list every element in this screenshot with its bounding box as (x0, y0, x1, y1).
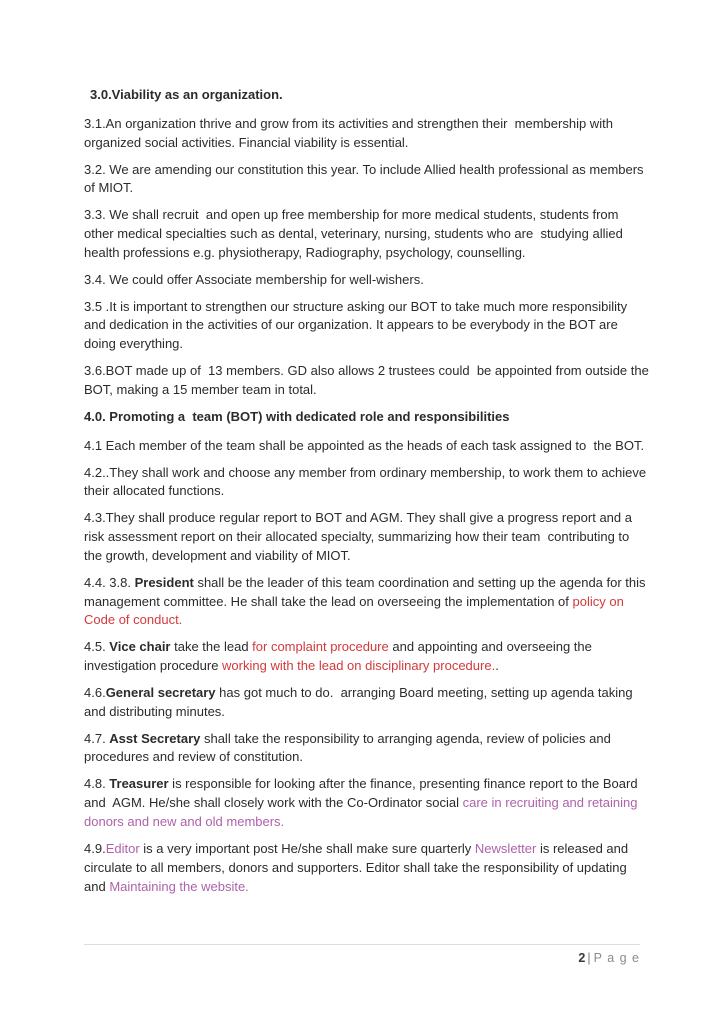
text-segment: 3.1.An organization thrive and grow from its activities and strengthen their membership with organized social activities. Financial viability is essential. (84, 115, 617, 150)
paragraph (84, 730, 650, 768)
footer-page-label: P a g e (593, 951, 640, 965)
paragraph (84, 115, 650, 153)
paragraph (84, 362, 657, 400)
text-segment-bold: 4.0. Promoting a team (BOT) with dedicated role and responsibilities (84, 408, 510, 424)
text-segment: 4.4. 3.8. (84, 574, 135, 590)
text-segment: and appointing and overseeing the investigation procedure (84, 639, 596, 674)
text-segment-bold: Asst Secretary (109, 730, 201, 746)
text-segment: 3.6.BOT made up of 13 members. GD also allows 2 trustees could be appointed from outside the BOT, making a 15 member team in total. (84, 363, 657, 397)
paragraph (84, 298, 650, 355)
text-segment-bold: President (134, 574, 194, 590)
paragraph (84, 161, 650, 199)
text-segment: 3.3. We shall recruit and open up free membership for more medical students, students from other medical specialties such as dental, veterinary, nursing, students who are studying allied health professions e.g. physiotherapy, Radiography, psychology, counselling. (84, 207, 627, 260)
text-segment: is released and circulate to all members, donors and supporters. Editor shall take the responsibility of updating and (84, 840, 632, 894)
text-segment-red: working with the lead on disciplinary procedure. (222, 658, 496, 674)
paragraph (84, 464, 650, 502)
text-segment: 4.7. (84, 730, 110, 746)
text-segment: 4.2..They shall work and choose any member from ordinary membership, to work them to achieve their allocated functions. (84, 464, 650, 499)
text-segment: 3.5 .It is important to strengthen our structure asking our BOT to take much more responsibility and dedication in the activities of our organization. It appears to be everybody in the BOT are doing everything. (84, 298, 631, 352)
text-segment-red: policy on Code of conduct. (84, 593, 628, 628)
text-segment-bold: 3.0.Viability as an organization. (90, 87, 283, 102)
text-segment: 4.3.They shall produce regular report to BOT and AGM. They shall give a progress report and a risk assessment report on their allocated specialty, summarizing how their team contributing to the growth, development and viability of MIOT. (84, 510, 636, 563)
text-segment: . (495, 658, 499, 674)
text-segment-red: for complaint procedure (252, 639, 389, 655)
text-segment: has got much to do. arranging Board meeting, setting up agenda taking and distributing minutes. (84, 684, 637, 719)
text-segment: 3.4. We could offer Associate membership for well-wishers. (84, 271, 424, 287)
text-segment: is a very important post He/she shall make sure quarterly (139, 840, 475, 856)
document-body (84, 86, 657, 904)
paragraph (84, 437, 650, 456)
paragraph (84, 206, 650, 263)
paragraph (84, 684, 650, 722)
text-segment: is responsible for looking after the finance, presenting finance report to the Board and AGM. He/she shall closely work with the Co-Ordinator social (84, 776, 642, 811)
section-heading (84, 408, 650, 427)
page-footer (84, 944, 640, 965)
footer-separator: | (587, 951, 591, 965)
paragraph (84, 271, 650, 290)
text-segment: 4.8. (84, 776, 110, 792)
paragraph (84, 775, 650, 832)
text-segment-purple: Editor (105, 840, 140, 856)
text-segment: 4.1 Each member of the team shall be appointed as the heads of each task assigned to the BOT. (84, 437, 645, 453)
text-segment-bold: Treasurer (109, 776, 169, 792)
paragraph (84, 509, 650, 566)
text-segment-bold: Vice chair (109, 639, 171, 655)
paragraph (84, 574, 650, 631)
text-segment: 4.9. (84, 840, 106, 856)
paragraph (84, 840, 650, 897)
text-segment: shall be the leader of this team coordination and setting up the agenda for this management committee. He shall take the lead on overseeing the implementation of (84, 574, 650, 609)
section-heading (90, 86, 650, 105)
footer-page-number: 2 (578, 951, 586, 965)
text-segment: 4.6. (84, 684, 106, 700)
text-segment: shall take the responsibility to arranging agenda, review of policies and procedures and review of constitution. (84, 730, 615, 765)
paragraph (84, 638, 650, 676)
text-segment: 3.2. We are amending our constitution this year. To include Allied health professional as members of MIOT. (84, 161, 648, 196)
text-segment-purple: Newsletter (474, 840, 537, 856)
text-segment-purple: care in recruiting and retaining donors and new and old members. (84, 795, 642, 829)
text-segment: take the lead (170, 639, 253, 655)
text-segment: 4.5. (84, 639, 110, 655)
text-segment-purple: Maintaining the website. (109, 878, 249, 894)
text-segment-bold: General secretary (105, 684, 216, 700)
